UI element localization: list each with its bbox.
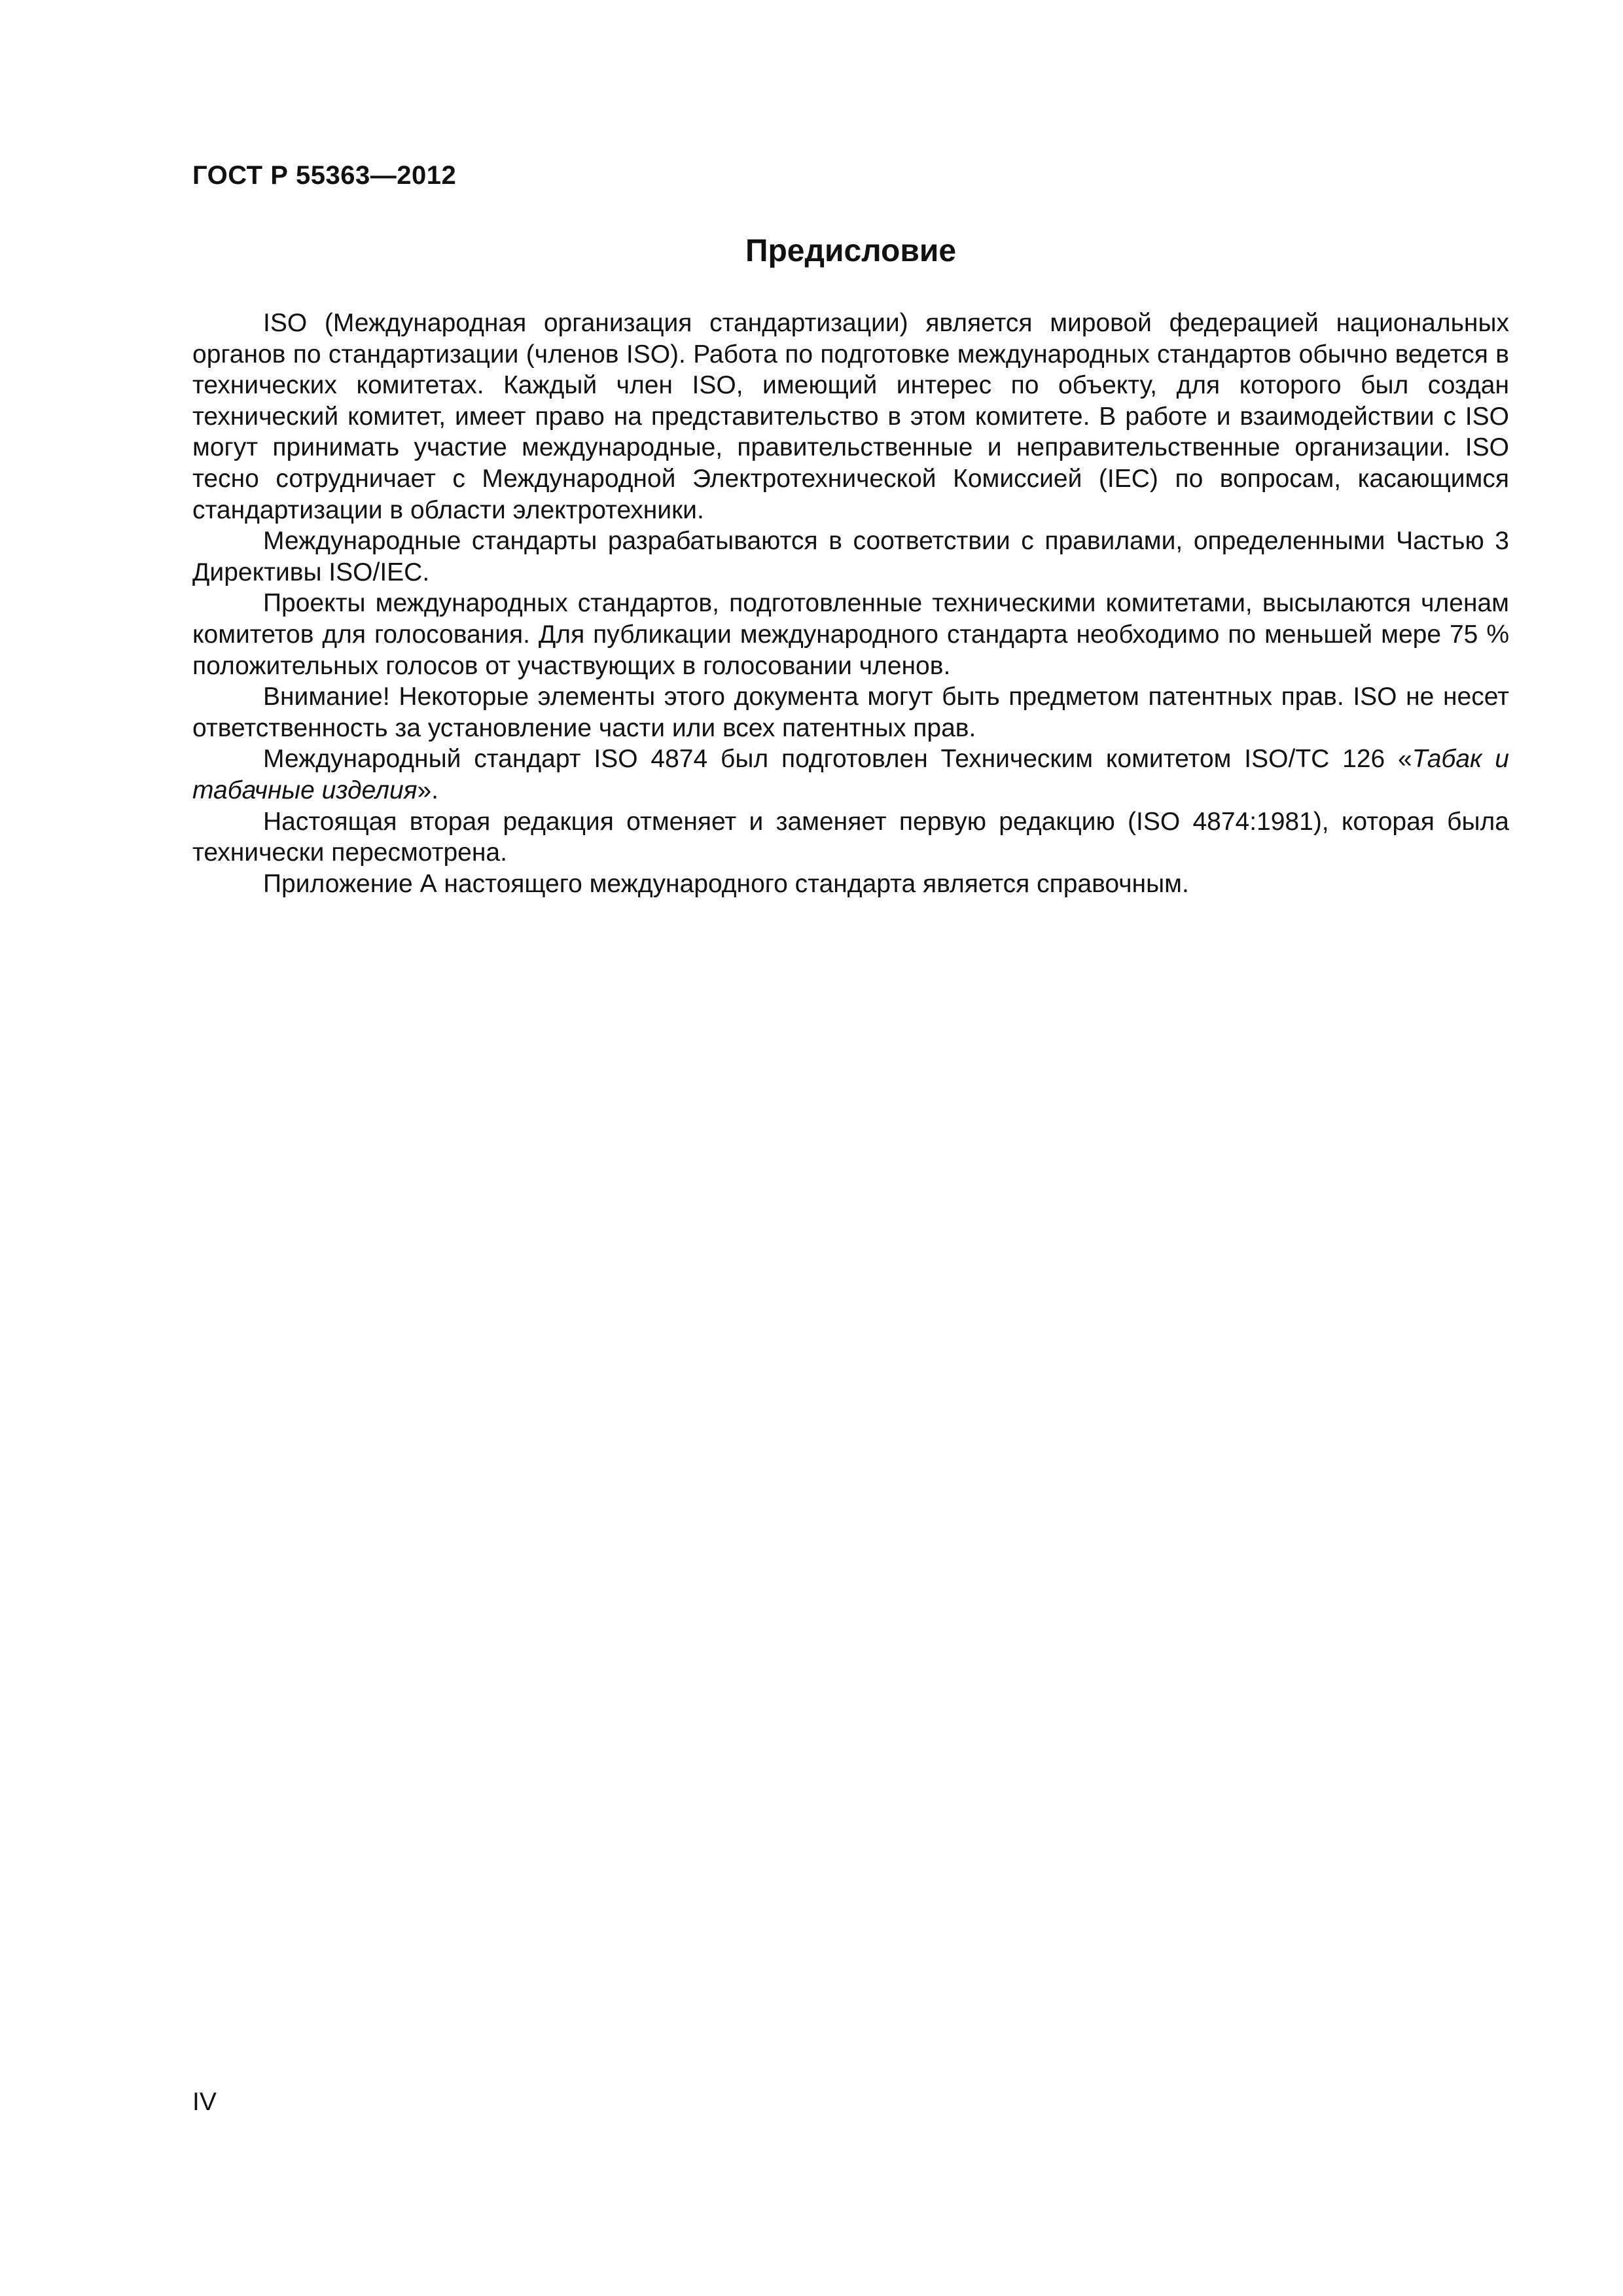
paragraph-directives: Международные стандарты разрабатываются в соответствии с правилами, определенными Частью 3 Директивы ISO/IEC. — [192, 527, 1509, 586]
paragraph-edition: Настоящая вторая редакция отменяет и заменяет первую редакцию (ISO 4874:1981), которая была технически пересмотрена. — [192, 807, 1509, 867]
committee-italic-title: Табак и табачные изделия — [192, 745, 1509, 804]
paragraph-annex: Приложение А настоящего международного стандарта является справочным. — [263, 869, 1189, 898]
paragraph-committee — [192, 744, 1509, 806]
committee-text-end: ». — [417, 776, 439, 804]
standard-code-header: ГОСТ Р 55363—2012 — [192, 161, 457, 190]
document-body — [192, 308, 1509, 899]
page-title: Предисловие — [745, 234, 957, 268]
paragraph-voting: Проекты международных стандартов, подготовленные техническими комитетами, высылаются членам комитетов для голосования. Для публикации международного стандарта необходимо по меньшей мере 75 % положительных голосов от участвующих в голосовании членов. — [192, 589, 1509, 680]
page-number: IV — [192, 2088, 217, 2116]
paragraph-patent-notice: Внимание! Некоторые элементы этого документа могут быть предметом патентных прав. ISO не несет ответственность за установление части или всех патентных прав. — [192, 683, 1509, 742]
committee-text: Международный стандарт ISO 4874 был подготовлен Техническим комитетом ISO/TC 126 « — [263, 745, 1412, 774]
paragraph-iso-intro: ISO (Международная организация стандартизации) является мировой федерацией национальных органов по стандартизации (членов ISO). Работа по подготовке международных стандартов обычно ведется в технических комитетах. Каждый член ISO, имеющий интерес по объекту, для которого был создан технический комитет, имеет право на представительство в этом комитете. В работе и взаимодействии с ISO могут принимать участие международные, правительственные и неправительственные организации. ISO тесно сотрудничает с Международной Электротехнической Комиссией (IEC) по вопросам, касающимся стандартизации в области электротехники. — [192, 309, 1509, 524]
